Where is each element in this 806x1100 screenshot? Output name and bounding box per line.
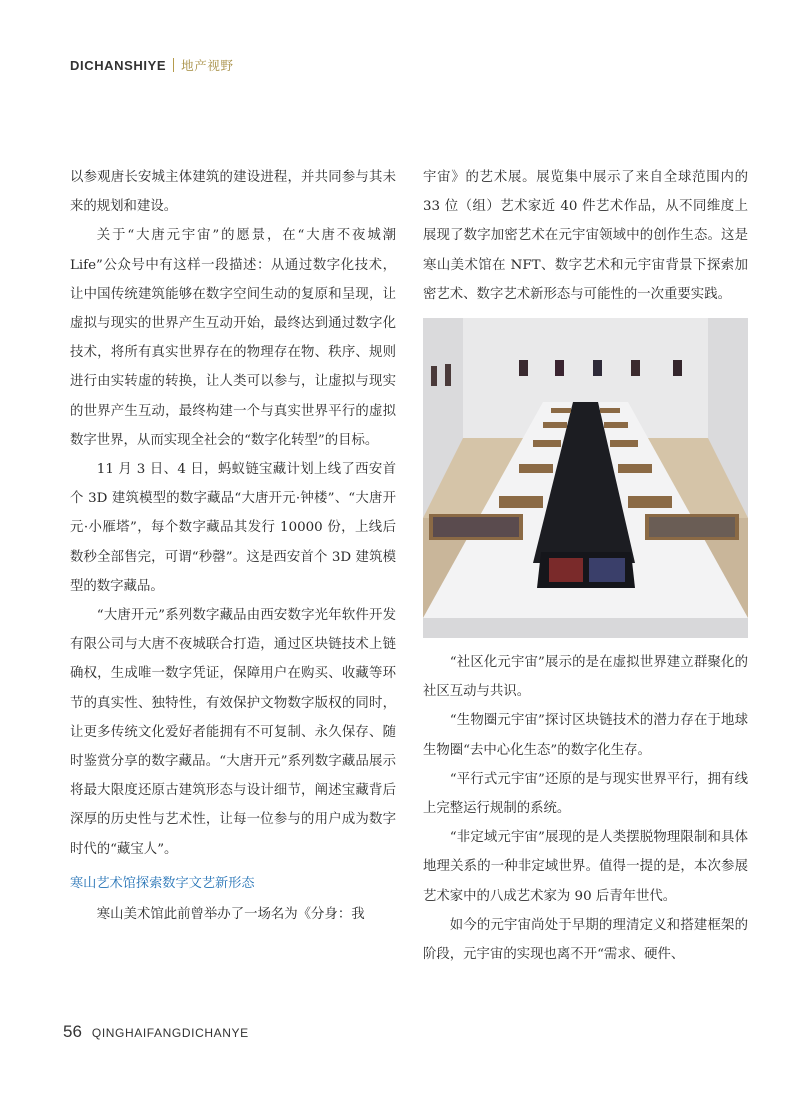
header-brand: DICHANSHIYE — [70, 57, 167, 73]
running-header — [70, 56, 234, 74]
left-column — [70, 163, 396, 929]
right-paragraph-3: “生物圈元宇宙”探讨区块链技术的潜力存在于地球生物圈“去中心化生态”的数字化生存。 — [423, 713, 748, 758]
right-paragraph-2: “社区化元宇宙”展示的是在虚拟世界建立群聚化的社区互动与共识。 — [423, 655, 748, 700]
right-paragraph-1: 宇宙》的艺术展。展览集中展示了来自全球范围内的 33 位（组）艺术家近 40 件艺术作品，从不同维度上展现了数字加密艺术在元宇宙领域中的创作生态。这是寒山美术馆在 NFT、数字艺术和元宇宙背景下探索加密艺术、数字艺术新形态与可能性的一次重要实践。 — [423, 170, 748, 302]
left-paragraph-5: 寒山美术馆此前曾举办了一场名为《分身：我 — [96, 906, 365, 922]
page-number: 56 — [63, 1022, 82, 1041]
left-paragraph-3: 11 月 3 日、4 日，蚂蚁链宝藏计划上线了西安首个 3D 建筑模型的数字藏品“大唐开元·钟楼”、“大唐开元·小雁塔”，每个数字藏品其发行 10000 份，上线后数秒全部售完，可谓“秒罄”。这是西安首个 3D 建筑模型的数字藏品。 — [70, 462, 396, 594]
header-divider — [173, 58, 174, 72]
left-paragraph-4: “大唐开元”系列数字藏品由西安数字光年软件开发有限公司与大唐不夜城联合打造，通过区块链技术上链确权，生成唯一数字凭证，保障用户在购买、收藏等环节的真实性、独特性，有效保护文物数字版权的同时，让更多传统文化爱好者能拥有不可复制、永久保存、随时鉴赏分享的数字藏品。“大唐开元”系列数字藏品展示将最大限度还原古建筑形态与设计细节，阐述宝藏背后深厚的历史性与艺术性，让每一位参与的用户成为数字时代的“藏宝人”。 — [70, 608, 396, 857]
magazine-name: QINGHAIFANGDICHANYE — [91, 1026, 249, 1040]
left-paragraph-2: 关于“大唐元宇宙”的愿景，在“大唐不夜城潮 Life”公众号中有这样一段描述：从通过数字化技术，让中国传统建筑能够在数字空间生动的复原和呈现，让虚拟与现实的世界产生互动开始，最终达到通过数字化技术，将所有真实世界存在的物理存在物、秩序、规则进行由实转虚的转换，让人类可以参与，让虚拟与现实的世界产生互动，最终构建一个与真实世界平行的虚拟数字世界，从而实现全社会的“数字化转型”的目标。 — [70, 228, 396, 448]
right-column — [423, 163, 748, 969]
header-section: 地产视野 — [181, 58, 234, 73]
page-footer — [63, 1022, 249, 1042]
right-paragraph-6: 如今的元宇宙尚处于早期的理清定义和搭建框架的阶段，元宇宙的实现也离不开“需求、硬件、 — [423, 917, 748, 963]
left-paragraph-1: 以参观唐长安城主体建筑的建设进程，并共同参与其未来的规划和建设。 — [70, 170, 396, 215]
exhibition-photo — [423, 318, 748, 638]
right-paragraph-5: “非定域元宇宙”展现的是人类摆脱物理限制和具体地理关系的一种非定域世界。值得一提的是，本次参展艺术家中的八成艺术家为 90 后青年世代。 — [423, 830, 748, 904]
section-subheading: 寒山艺术馆探索数字文艺新形态 — [70, 875, 255, 891]
right-paragraph-4: “平行式元宇宙”还原的是与现实世界平行，拥有线上完整运行规制的系统。 — [423, 771, 748, 817]
